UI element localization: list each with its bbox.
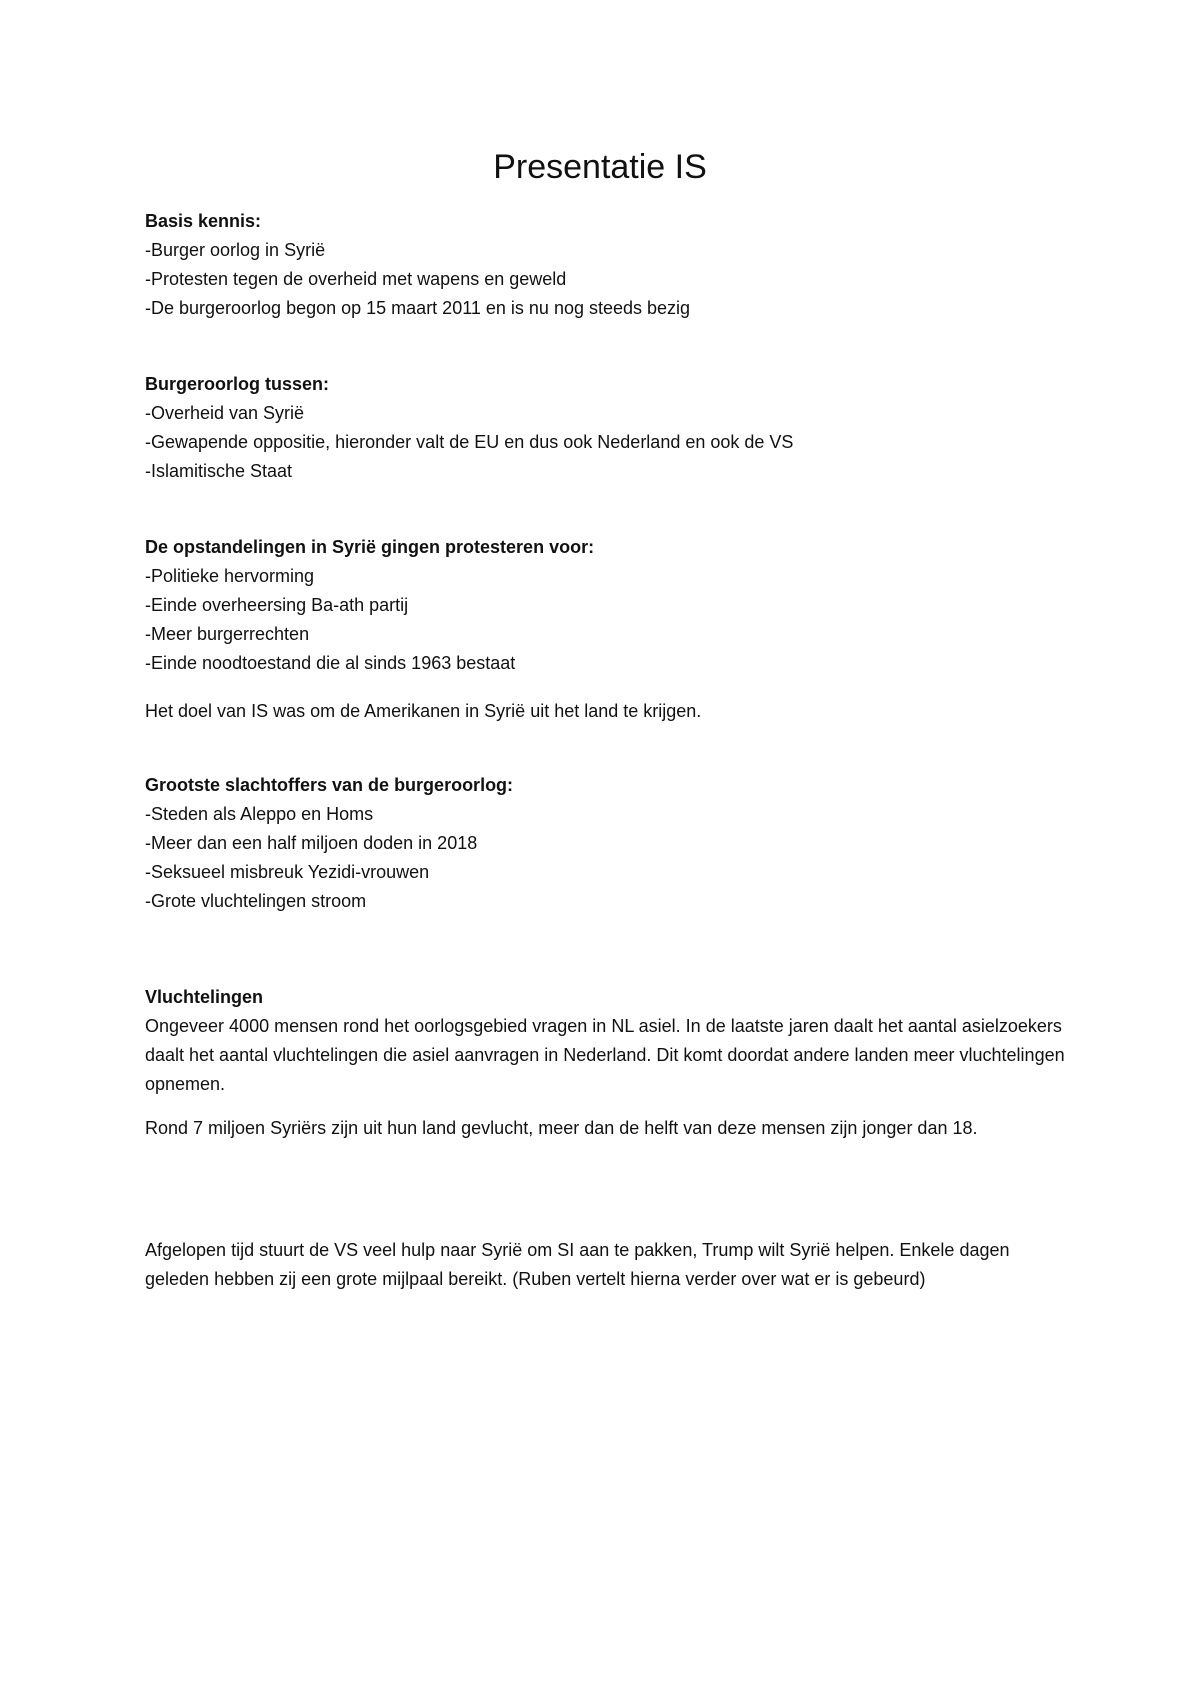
section-heading: Basis kennis: — [145, 211, 262, 231]
bullet-line: -Gewapende oppositie, hieronder valt de EU en dus ook Nederland en ook de VS — [145, 432, 794, 452]
bullet-line: -Meer dan een half miljoen doden in 2018 — [145, 833, 478, 853]
section-doel-is — [145, 697, 1065, 726]
section-vluchtelingen — [145, 983, 1065, 1099]
bullet-line: -De burgeroorlog begon op 15 maart 2011 en is nu nog steeds bezig — [145, 298, 691, 318]
bullet-line: -Politieke hervorming — [145, 566, 315, 586]
section-opstandelingen — [145, 533, 1065, 678]
bullet-line: -Steden als Aleppo en Homs — [145, 804, 374, 824]
section-syriers-gevlucht — [145, 1114, 1065, 1143]
bullet-line: -Overheid van Syrië — [145, 403, 305, 423]
bullet-line: -Grote vluchtelingen stroom — [145, 891, 367, 911]
bullet-line: -Meer burgerrechten — [145, 624, 310, 644]
body-paragraph: Rond 7 miljoen Syriërs zijn uit hun land gevlucht, meer dan de helft van deze mensen zijn jonger dan 18. — [145, 1118, 978, 1138]
document-title: Presentatie IS — [493, 148, 707, 186]
section-heading: Vluchtelingen — [145, 987, 264, 1007]
body-paragraph: Afgelopen tijd stuurt de VS veel hulp naar Syrië om SI aan te pakken, Trump wilt Syrië helpen. Enkele dagen geleden hebben zij een grote mijlpaal bereikt. (Ruben vertelt hierna verder over wat er is gebeurd) — [145, 1240, 1010, 1289]
section-heading: Grootste slachtoffers van de burgeroorlog: — [145, 775, 514, 795]
section-basis-kennis — [145, 207, 1065, 323]
bullet-line: -Einde overheersing Ba-ath partij — [145, 595, 409, 615]
section-heading: Burgeroorlog tussen: — [145, 374, 330, 394]
body-paragraph: Ongeveer 4000 mensen rond het oorlogsgebied vragen in NL asiel. In de laatste jaren daalt het aantal asielzoekers daalt het aantal vluchtelingen die asiel aanvragen in Nederland. Dit komt doordat andere landen meer vluchtelingen opnemen. — [145, 1016, 1065, 1094]
body-paragraph: Het doel van IS was om de Amerikanen in Syrië uit het land te krijgen. — [145, 701, 702, 721]
bullet-line: -Burger oorlog in Syrië — [145, 240, 326, 260]
bullet-line: -Protesten tegen de overheid met wapens en geweld — [145, 269, 567, 289]
bullet-line: -Einde noodtoestand die al sinds 1963 bestaat — [145, 653, 516, 673]
section-grootste-slachtoffers — [145, 771, 1065, 916]
bullet-line: -Islamitische Staat — [145, 461, 293, 481]
section-afgelopen-tijd — [145, 1236, 1065, 1294]
bullet-line: -Seksueel misbreuk Yezidi-vrouwen — [145, 862, 430, 882]
section-heading: De opstandelingen in Syrië gingen protesteren voor: — [145, 537, 595, 557]
section-burgeroorlog-tussen — [145, 370, 1065, 486]
